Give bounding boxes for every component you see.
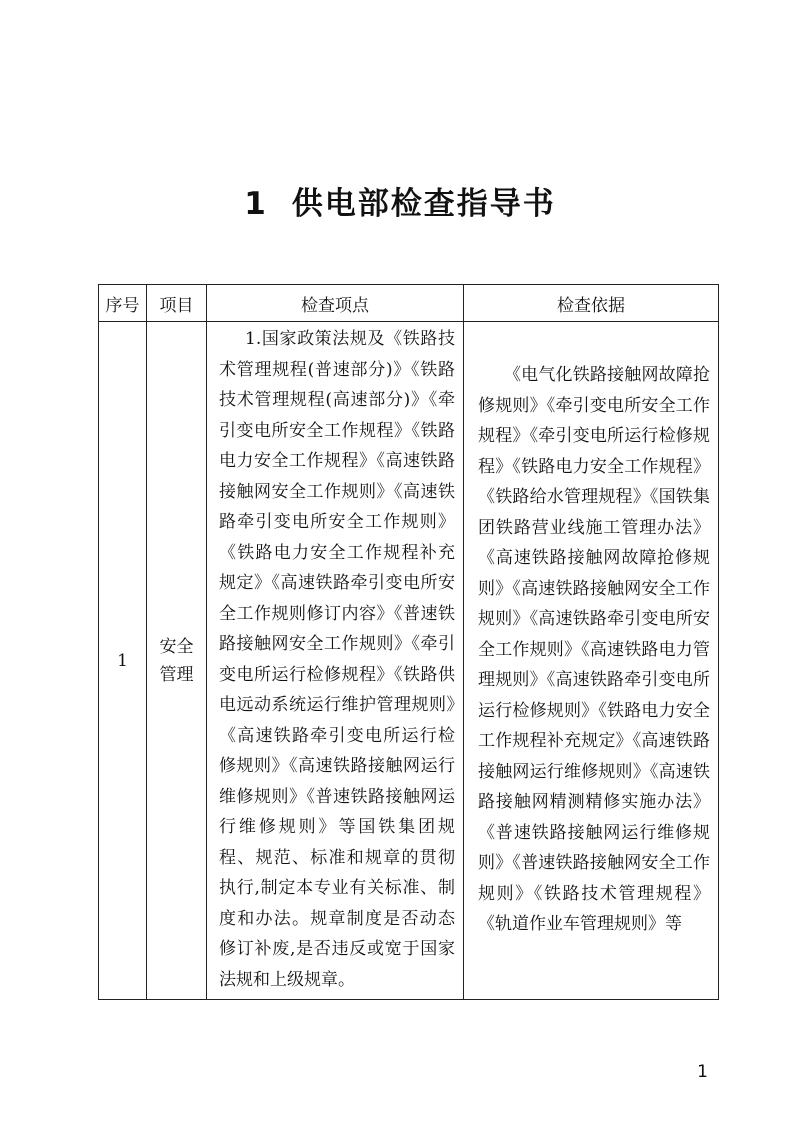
header-check-basis: 检查依据 (464, 285, 719, 322)
row-check-basis: 《电气化铁路接触网故障抢修规则》《牵引变电所安全工作规程》《牵引变电所运行检修规程》《铁路电力安全工作规程》《铁路给水管理规程》《国铁集团铁路营业线施工管理办法》《高速铁路接触网故障抢修规则》《高速铁路接触网安全工作规则》《高速铁路牵引变电所安全工作规则》《高速铁路电力管理规则》《高速铁路牵引变电所运行检修规则》《铁路电力安全工作规程补充规定》《高速铁路接触网运行维修规则》《高速铁路接触网精测精修实施办法》《普速铁路接触网运行维修规则》《普速铁路接触网安全工作规则》《铁路技术管理规程》《轨道作业车管理规则》等 (464, 322, 719, 1000)
table-header-row (99, 285, 719, 322)
table-row (99, 322, 719, 1000)
row-item: 安全管理 (159, 636, 194, 685)
header-index: 序号 (99, 285, 147, 322)
inspection-table (98, 284, 719, 1000)
header-check-points: 检查项点 (207, 285, 464, 322)
section-title-text: 供电部检查指导书 (291, 186, 556, 222)
section-number: 1 (244, 186, 268, 222)
header-item: 项目 (147, 285, 207, 322)
row-check-points: 1.国家政策法规及《铁路技术管理规程(普速部分)》《铁路技术管理规程(高速部分)》《牵引变电所安全工作规程》《铁路电力安全工作规程》《高速铁路接触网安全工作规则》《高速铁路牵引变电所安全工作规则》《铁路电力安全工作规程补充规定》《高速铁路牵引变电所安全工作规则修订内容》《普速铁路接触网安全工作规则》《牵引变电所运行检修规程》《铁路供电远动系统运行维护管理规则》《高速铁路牵引变电所运行检修规则》《高速铁路接触网运行维修规则》《普速铁路接触网运行维修规则》等国铁集团规程、规范、标准和规章的贯彻执行,制定本专业有关标准、制度和办法。规章制度是否动态修订补废,是否违反或宽于国家法规和上级规章。 (207, 322, 464, 1000)
row-item-cell (147, 322, 207, 1000)
row-index: 1 (99, 322, 147, 1000)
page-title (0, 178, 800, 223)
page-number: 1 (697, 1062, 708, 1082)
